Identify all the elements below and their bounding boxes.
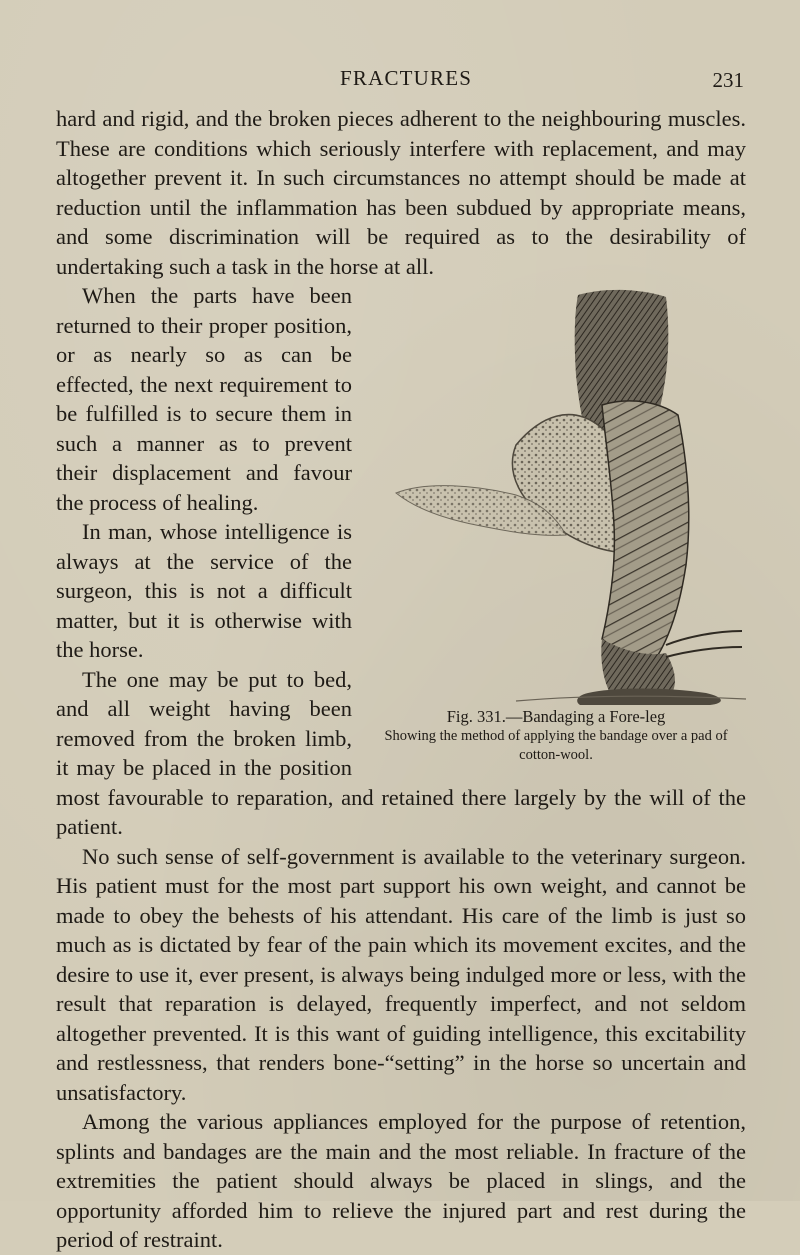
bandaged-foreleg-illustration [366, 285, 746, 705]
paragraph-5: No such sense of self-government is available to the veterinary surgeon. His patient must for the most part support his own weight, and cannot be made to obey the behests of his attendant. His care of the limb is just so much as is dictated by fear of the pain which its movement excites, and the desire to use it, ever present, is always being indulged more or less, with the result that reparation is delayed, frequently imperfect, and not seldom altogether prevented. It is this want of guiding intelligence, this excitability and restlessness, that renders bone-“setting” in the horse so uncertain and unsatisfactory. [56, 843, 746, 1105]
paragraph-4: The one may be put to bed, and all weight having been removed from the broken limb, it may be placed in the position most favourable to reparation, and retained there largely by the will of the patient. [56, 666, 746, 839]
figure-caption [366, 707, 746, 765]
caption-description: Showing the method of applying the bandage over a pad of cotton-wool. [384, 728, 728, 763]
paragraph-6: Among the various appliances employed for the purpose of retention, splints and bandages are the main and the most reliable. In fracture of the extremities the patient should always be placed in slings, and the opportunity afforded him to relieve the injured part and rest during the period of restraint. [56, 1109, 746, 1252]
caption-title: Fig. 331.—Bandaging a Fore-leg [446, 707, 666, 726]
bandage-end [666, 631, 742, 645]
bandage-wrap [602, 401, 689, 655]
paragraph-3: In man, whose intelligence is always at the service of the surgeon, this is not a difficult matter, but it is otherwise with the horse. [56, 519, 352, 662]
running-title: FRACTURES [340, 66, 473, 90]
text-with-figure [56, 281, 746, 1107]
page-number: 231 [712, 68, 744, 92]
figure-331 [366, 285, 746, 778]
paragraph-2: When the parts have been returned to their proper position, or as nearly so as can be effected, the next requirement to be fulfilled is to secure them in such a manner as to prevent their displacement and favour the process of healing. [56, 283, 352, 515]
paragraph-1: hard and rigid, and the broken pieces adherent to the neighbouring muscles. These are conditions which seriously interfere with replacement, and may altogether prevent it. In such circumstances no attempt should be made at reduction until the inflammation has been subdued by appropriate means, and some discrimination will be required as to the desirability of undertaking such a task in the horse at all. [56, 106, 746, 279]
body-text [56, 104, 746, 1255]
